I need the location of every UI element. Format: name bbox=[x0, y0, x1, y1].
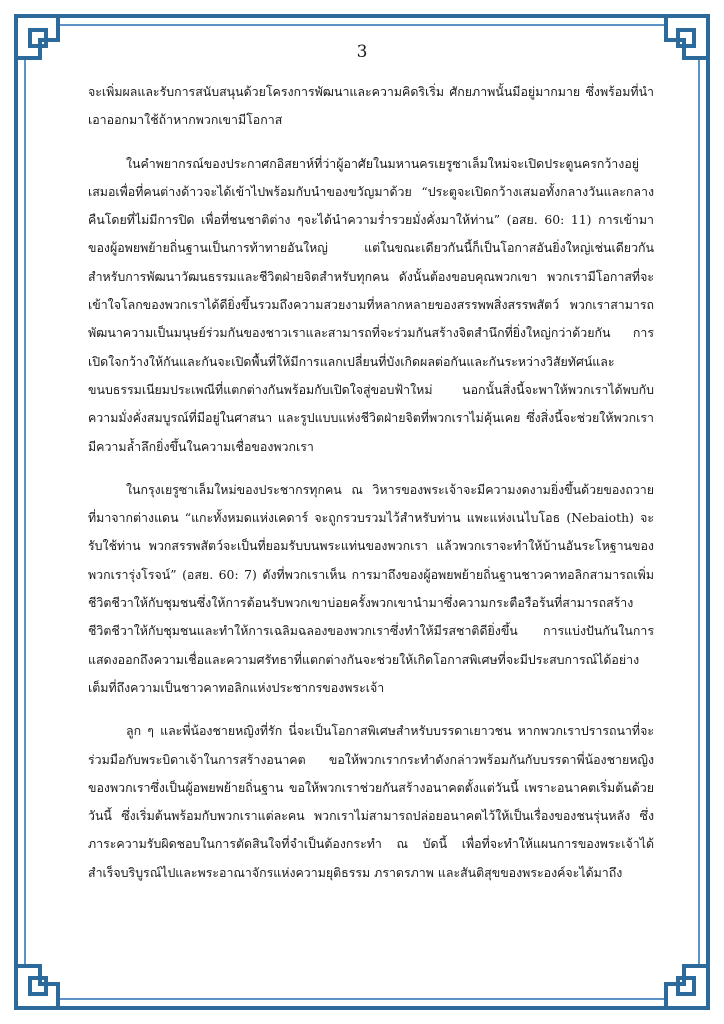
page-number: 3 bbox=[356, 42, 368, 62]
corner-ornament-bottom-right bbox=[666, 966, 708, 1008]
document-body bbox=[88, 78, 654, 902]
corner-ornament-bottom-left bbox=[16, 966, 58, 1008]
paragraph-3: ในกรุงเยรูซาเล็มใหม่ของประชากรทุกคน ณ วิหารของพระเจ้าจะมีความงดงามยิ่งขึ้นด้วยของถวายที่มาจากต่างแดน “แกะทั้งหมดแห่งเคดาร์ จะถูกรวบรวมไว้สำหรับท่าน แพะแห่งเนไบโอธ (Nebaioth) จะรับใช้ท่าน พวกสรรพสัตว์จะเป็นที่ยอมรับบนพระแท่นของพวกเรา แล้วพวกเราจะทำให้บ้านอันระโหฐานของพวกเรารุ่งโรจน์” (อสย. 60: 7) ดังที่พวกเราเห็น การมาถึงของผู้อพยพย้ายถิ่นฐานชาวคาทอลิกสามารถเพิ่มชีวิตชีวาให้กับชุมชนซึ่งให้การต้อนรับพวกเขาบ่อยครั้งพวกเขานำมาซึ่งความกระตือรือร้นที่สามารถสร้างชีวิตชีวาให้กับชุมชนและทำให้การเฉลิมฉลองของพวกเราซึ่งทำให้มีรสชาติดียิ่งขึ้น การแบ่งปันกันในการแสดงออกถึงความเชื่อและความศรัทธาที่แตกต่างกันจะช่วยให้เกิดโอกาสพิเศษที่จะมีประสบการณ์ได้อย่างเต็มที่ถึงความเป็นชาวคาทอลิกแห่งประชากรของพระเจ้า bbox=[88, 481, 654, 695]
paragraph-4: ลูก ๆ และพี่น้องชายหญิงที่รัก นี่จะเป็นโอกาสพิเศษสำหรับบรรดาเยาวชน หากพวกเราปรารถนาที่จะร่วมมือกับพระบิดาเจ้าในการสร้างอนาคต ขอให้พวกเรากระทำดังกล่าวพร้อมกันกับบรรดาพี่น้องชายหญิงของพวกเราซึ่งเป็นผู้อพยพย้ายถิ่นฐาน ขอให้พวกเราช่วยกันสร้างอนาคตตั้งแต่วันนี้ เพราะอนาคตเริ่มต้นด้วยวันนี้ ซึ่งเริ่มต้นพร้อมกับพวกเราแต่ละคน พวกเราไม่สามารถปล่อยอนาคตไว้ให้เป็นเรื่องของชนรุ่นหลัง ซึ่งภาระความรับผิดชอบในการตัดสินใจที่จำเป็นต้องกระทำ ณ บัดนี้ เพื่อที่จะทำให้แผนการของพระเจ้าได้สำเร็จบริบูรณ์ไปและพระอาณาจักรแห่งความยุติธรรม ภราดรภาพ และสันติสุขของพระองค์จะได้มาถึง bbox=[88, 723, 654, 880]
paragraph-1: จะเพิ่มผลและรับการสนับสนุนด้วยโครงการพัฒนาและความคิดริเริ่ม ศักยภาพนั้นมีอยู่มากมาย ซึ่งพร้อมที่นำเอาออกมาใช้ถ้าหากพวกเขามีโอกาส bbox=[88, 84, 654, 128]
paragraph-2: ในคำพยากรณ์ของประกาศกอิสยาห์ที่ว่าผู้อาศัยในมหานครเยรูซาเล็มใหม่จะเปิดประตูนครกว้างอยู่เสมอเพื่อที่คนต่างด้าวจะได้เข้าไปพร้อมกับนำของขวัญมาด้วย “ประตูจะเปิดกว้างเสมอทั้งกลางวันและกลางคืนโดยที่ไม่มีการปิด เพื่อที่ชนชาติต่าง ๆจะได้นำความร่ำรวยมั่งคั่งมาให้ท่าน” (อสย. 60: 11) การเข้ามาของผู้อพยพย้ายถิ่นฐานเป็นการท้าทายอันใหญ่ แต่ในขณะเดียวกันนี้ก็เป็นโอกาสอันยิ่งใหญ่เช่นเดียวกันสำหรับการพัฒนาวัฒนธรรมและชีวิตฝ่ายจิตสำหรับทุกคน ดังนั้นต้องขอบคุณพวกเขา พวกเรามีโอกาสที่จะเข้าใจโลกของพวกเราได้ดียิ่งขึ้นรวมถึงความสวยงามที่หลากหลายของสรรพพสิ่งสรรพสัตว์ พวกเราสามารถพัฒนาความเป็นมนุษย์ร่วมกันของชาวเราและสามารถที่จะร่วมกันสร้างจิตสำนึกที่ยิ่งใหญ่กว่าด้วยกัน การเปิดใจกว้างให้กันและกันจะเปิดพื้นที่ให้มีการแลกเปลี่ยนที่บังเกิดผลต่อกันและกันระหว่างวิสัยทัศน์และขนบธรรมเนียมประเพณีที่แตกต่างกันพร้อมกับเปิดใจสู่ขอบฟ้าใหม่ นอกนั้นสิ่งนี้จะพาให้พวกเราได้พบกับความมั่งคั่งสมบูรณ์ที่มีอยู่ในศาสนา และรูปแบบแห่งชีวิตฝ่ายจิตที่พวกเราไม่คุ้นเคย ซึ่งสิ่งนี้จะช่วยให้พวกเรามีความล้ำลึกยิ่งขึ้นในความเชื่อของพวกเรา bbox=[88, 155, 654, 454]
